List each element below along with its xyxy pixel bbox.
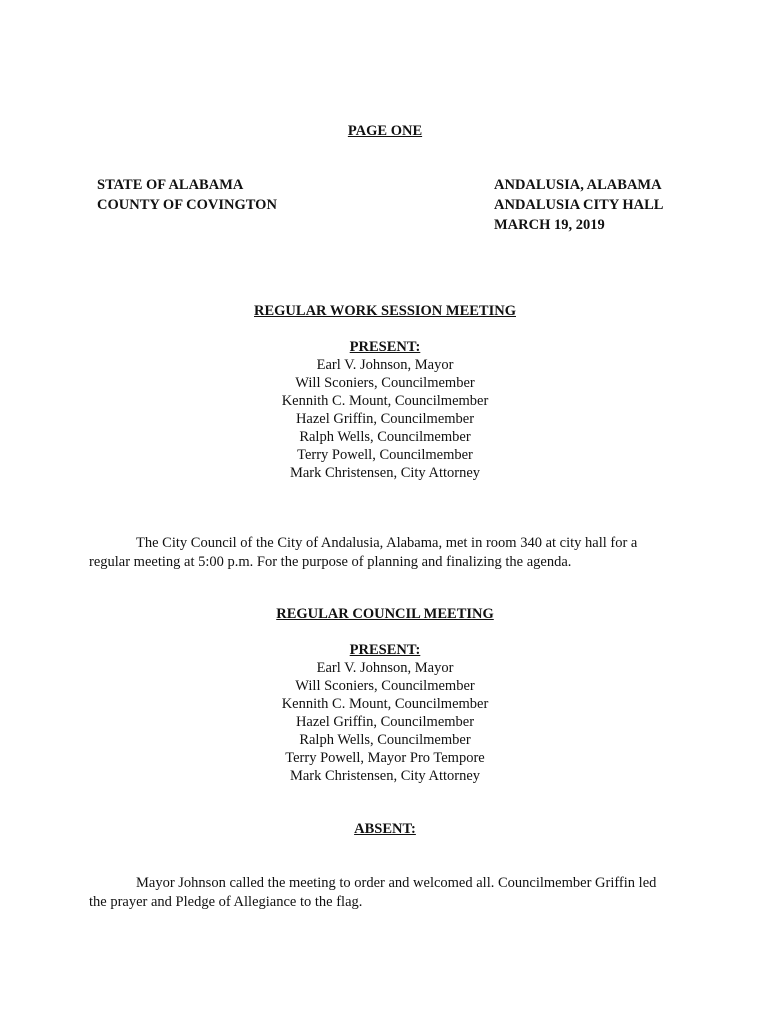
attendee: Ralph Wells, Councilmember	[299, 429, 471, 445]
header-county: COUNTY OF COVINGTON	[97, 197, 277, 213]
header-right	[494, 175, 663, 235]
header-left	[97, 175, 277, 215]
header-date: MARCH 19, 2019	[494, 217, 605, 233]
page-title: PAGE ONE	[347, 123, 423, 139]
paragraph-line: The City Council of the City of Andalusia, Alabama, met in room 340 at city hall for a	[136, 535, 638, 551]
header-location: ANDALUSIA CITY HALL	[494, 197, 664, 213]
attendee: Terry Powell, Councilmember	[297, 447, 473, 463]
attendee: Will Sconiers, Councilmember	[295, 375, 475, 391]
attendee: Kennith C. Mount, Councilmember	[281, 696, 489, 712]
paragraph-line: the prayer and Pledge of Allegiance to the flag.	[89, 894, 363, 910]
attendee: Mark Christensen, City Attorney	[289, 465, 481, 481]
paragraph-call-to-order	[89, 874, 689, 912]
attendee: Terry Powell, Mayor Pro Tempore	[285, 750, 485, 766]
header-city: ANDALUSIA, ALABAMA	[494, 177, 662, 193]
council-meeting-present-label: PRESENT:	[349, 642, 421, 658]
attendee: Ralph Wells, Councilmember	[299, 732, 471, 748]
paragraph-line: Mayor Johnson called the meeting to order and welcomed all. Councilmember Griffin led	[136, 875, 657, 891]
absent-label: ABSENT:	[354, 821, 416, 837]
attendee: Mark Christensen, City Attorney	[289, 768, 481, 784]
attendee: Hazel Griffin, Councilmember	[295, 714, 475, 730]
council-meeting-attendance	[0, 641, 770, 785]
work-session-heading: REGULAR WORK SESSION MEETING	[254, 303, 516, 319]
attendee: Will Sconiers, Councilmember	[295, 678, 475, 694]
attendee: Earl V. Johnson, Mayor	[316, 660, 454, 676]
attendee: Earl V. Johnson, Mayor	[316, 357, 454, 373]
attendee: Hazel Griffin, Councilmember	[295, 411, 475, 427]
work-session-attendance	[0, 338, 770, 482]
attendee: Kennith C. Mount, Councilmember	[281, 393, 489, 409]
work-session-present-label: PRESENT:	[349, 339, 421, 355]
header-state: STATE OF ALABAMA	[97, 177, 244, 193]
paragraph-line: regular meeting at 5:00 p.m. For the purpose of planning and finalizing the agenda.	[89, 554, 572, 570]
paragraph-work-session	[89, 534, 689, 572]
council-meeting-heading: REGULAR COUNCIL MEETING	[276, 606, 494, 622]
